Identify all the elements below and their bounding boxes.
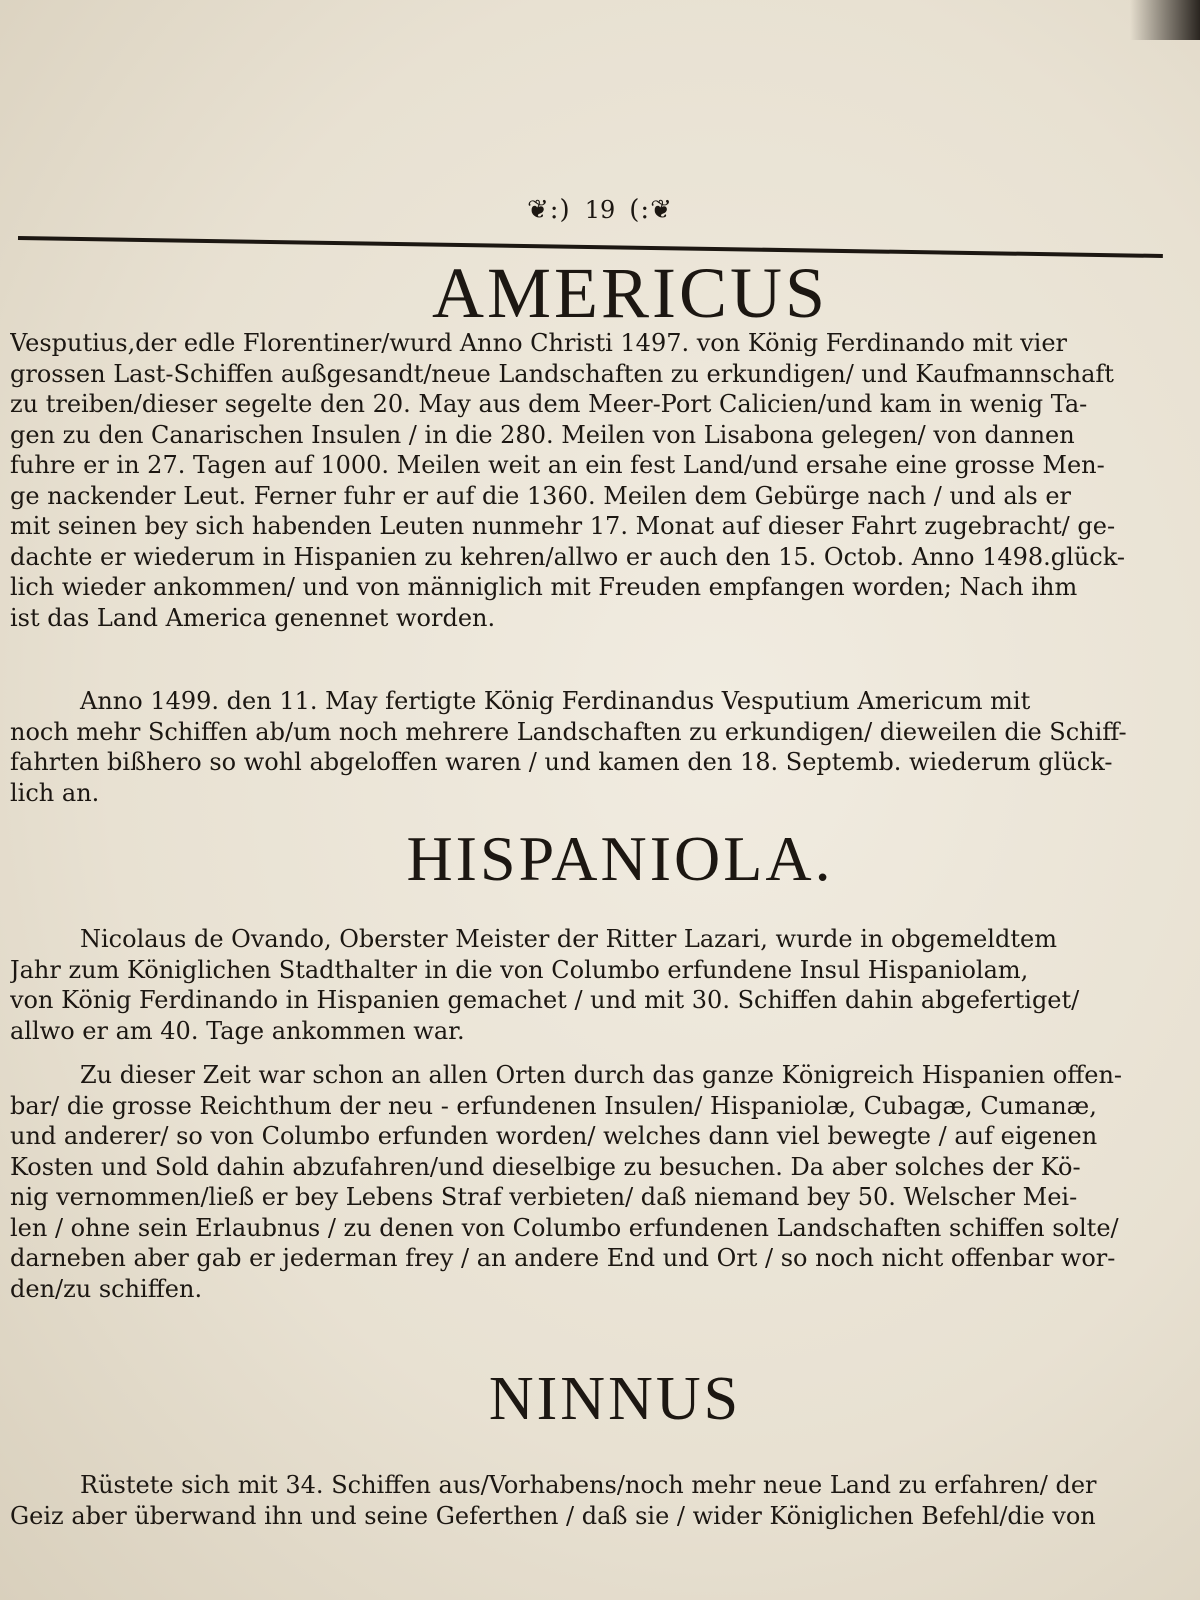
section-title-ninnus: NINNUS (488, 1365, 742, 1433)
text-line: Anno 1499. den 11. May fertigte König Ferdinandus Vesputium Americum mit (80, 687, 1031, 715)
americus-paragraph-1 (10, 328, 1160, 633)
text-line: Vesputius,der edle Florentiner/wurd Anno Christi 1497. von König Ferdinando mit vier (10, 329, 1068, 357)
text-line: von König Ferdinando in Hispanien gemachet / und mit 30. Schiffen dahin abgefertiget/ (10, 986, 1080, 1014)
right-ornament: (:❦ (629, 195, 673, 225)
page-number: 19 (584, 196, 616, 224)
text-line: den/zu schiffen. (10, 1274, 203, 1303)
page-corner-shadow (1130, 0, 1200, 40)
left-ornament: ❦:) (527, 195, 571, 225)
text-line: dachte er wiederum in Hispanien zu kehren/allwo er auch den 15. Octob. Anno 1498.glück- (10, 542, 1125, 571)
text-line: Geiz aber überwand ihn und seine Geferthen / daß sie / wider Königlichen Befehl/die von (10, 1501, 1096, 1530)
text-line: bar/ die grosse Reichthum der neu - erfundenen Insulen/ Hispaniolæ, Cubagæ, Cumanæ, (10, 1091, 1097, 1120)
text-line: fuhre er in 27. Tagen auf 1000. Meilen weit an ein fest Land/und ersahe eine grosse Men- (10, 451, 1105, 479)
text-line: Rüstete sich mit 34. Schiffen aus/Vorhabens/noch mehr neue Land zu erfahren/ der (80, 1471, 1097, 1499)
americus-paragraph-2 (10, 686, 1160, 808)
hispaniola-paragraph-1 (10, 924, 1160, 1046)
text-line: zu treiben/dieser segelte den 20. May aus dem Meer-Port Calicien/und kam in wenig Ta- (10, 390, 1088, 418)
text-line: allwo er am 40. Tage ankommen war. (10, 1016, 465, 1045)
text-line: grossen Last-Schiffen außgesandt/neue Landschaften zu erkundigen/ und Kaufmannschaft (10, 359, 1114, 388)
ninnus-paragraph-1 (10, 1470, 1160, 1531)
section-title-americus: AMERICUS (431, 253, 829, 333)
text-line: Kosten und Sold dahin abzufahren/und dieselbige zu besuchen. Da aber solches der Kö- (10, 1152, 1081, 1181)
text-line: lich an. (10, 778, 100, 807)
text-line: ist das Land America genennet worden. (10, 603, 496, 632)
section-title-hispaniola: HISPANIOLA. (406, 823, 834, 894)
running-header (0, 190, 1200, 230)
text-line: noch mehr Schiffen ab/um noch mehrere Landschaften zu erkundigen/ dieweilen die Schiff- (10, 717, 1127, 746)
text-line: fahrten bißhero so wohl abgeloffen waren / und kamen den 18. Septemb. wiederum glück- (10, 748, 1113, 776)
text-line: Jahr zum Königlichen Stadthalter in die von Columbo erfundene Insul Hispaniolam, (10, 955, 1029, 984)
text-line: Zu dieser Zeit war schon an allen Orten durch das ganze Königreich Hispanien offen- (80, 1061, 1123, 1089)
text-line: lich wieder ankommen/ und von männiglich mit Freuden empfangen worden; Nach ihm (10, 573, 1078, 601)
text-line: mit seinen bey sich habenden Leuten nunmehr 17. Monat auf dieser Fahrt zugebracht/ ge- (10, 512, 1116, 540)
text-line: Nicolaus de Ovando, Oberster Meister der Ritter Lazari, wurde in obgemeldtem (80, 925, 1057, 953)
text-line: ge nackender Leut. Ferner fuhr er auf die 1360. Meilen dem Gebürge nach / und als er (10, 481, 1071, 510)
text-line: gen zu den Canarischen Insulen / in die 280. Meilen von Lisabona gelegen/ von dannen (10, 420, 1075, 449)
text-line: darneben aber gab er jederman frey / an andere End und Ort / so noch nicht offenbar wor- (10, 1244, 1116, 1272)
text-line: len / ohne sein Erlaubnus / zu denen von Columbo erfundenen Landschaften schiffen solte/ (10, 1213, 1119, 1242)
text-line: nig vernommen/ließ er bey Lebens Straf verbieten/ daß niemand bey 50. Welscher Mei- (10, 1183, 1078, 1211)
hispaniola-paragraph-2 (10, 1060, 1160, 1304)
text-line: und anderer/ so von Columbo erfunden worden/ welches dann viel bewegte / auf eigenen (10, 1122, 1098, 1150)
